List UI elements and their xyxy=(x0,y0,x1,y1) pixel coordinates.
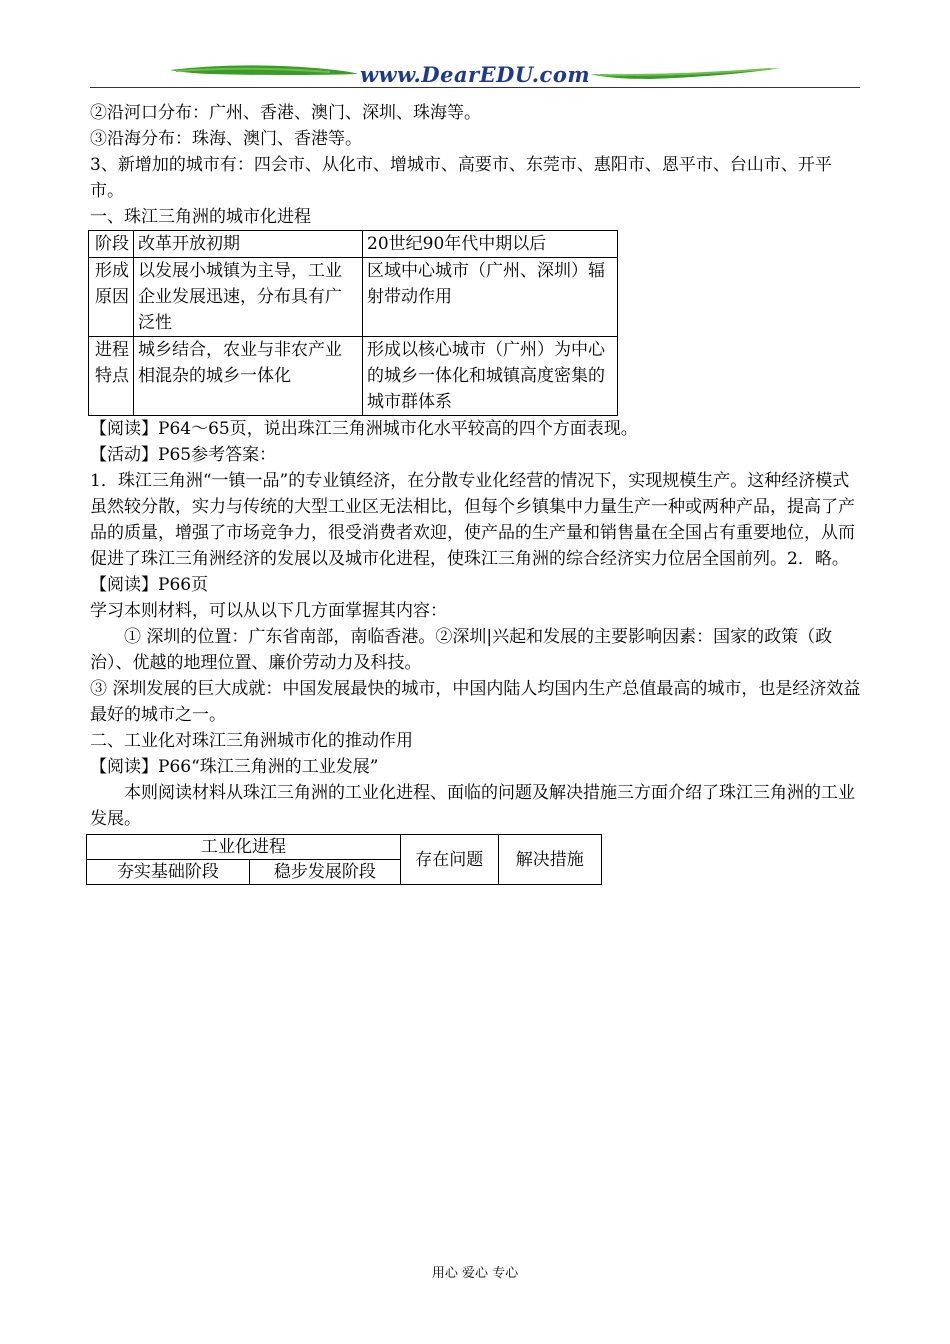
text-line: 3、新增加的城市有：四会市、从化市、增城市、高要市、东莞市、惠阳市、恩平市、台山市、开平市。 xyxy=(90,155,832,201)
table-row xyxy=(89,231,618,258)
paragraph: 1．珠江三角洲“一镇一品”的专业镇经济，在分散专业化经营的情况下，实现规模生产。这种经济模式虽然较分散，实力与传统的大型工业区无法相比，但每个乡镇集中力量生产一种或两种产品，提高了产品的质量，增强了市场竞争力，很受消费者欢迎，使产品的生产量和销售量在全国占有重要地位，从而促进了珠江三角洲经济的发展以及城市化进程，使珠江三角洲的综合经济实力位居全国前列。2．略。 xyxy=(90,471,855,569)
urbanization-process-table xyxy=(88,230,618,416)
table-cell: 城乡结合，农业与非农产业相混杂的城乡一体化 xyxy=(134,337,363,416)
table-header-cell: 解决措施 xyxy=(498,835,601,885)
text-line: 【活动】P65参考答案： xyxy=(90,445,277,465)
paragraph: ③ 深圳发展的巨大成就：中国发展最快的城市，中国内陆人均国内生产总值最高的城市，也是经济效益最好的城市之一。 xyxy=(90,679,861,725)
table-cell: 稳步发展阶段 xyxy=(249,860,400,885)
table-row xyxy=(89,258,618,337)
table-cell: 区域中心城市（广州、深圳）辐射带动作用 xyxy=(363,258,618,337)
text-line: 【阅读】P66“珠江三角洲的工业发展” xyxy=(90,757,379,777)
table-header-cell: 工业化进程 xyxy=(87,835,401,860)
site-url[interactable]: www.DearEDU.com xyxy=(359,62,591,87)
table-header-cell: 存在问题 xyxy=(400,835,498,885)
table-cell: 夯实基础阶段 xyxy=(87,860,250,885)
table-cell: 改革开放初期 xyxy=(134,231,363,258)
text-line: 【阅读】P66页 xyxy=(90,575,209,595)
table-header-cell: 进程特点 xyxy=(89,337,134,416)
industrial-development-table xyxy=(86,834,602,885)
header-divider xyxy=(90,87,860,88)
text-line: ②沿河口分布：广州、香港、澳门、深圳、珠海等。 xyxy=(90,103,481,123)
paragraph: 本则阅读材料从珠江三角洲的工业化进程、面临的问题及解决措施三方面介绍了珠江三角洲的工业发展。 xyxy=(90,783,855,829)
text-line: 学习本则材料，可以从以下几方面掌握其内容： xyxy=(90,601,447,621)
table-header-cell: 形成原因 xyxy=(89,258,134,337)
site-header-banner xyxy=(90,58,860,90)
document-body xyxy=(90,100,862,885)
table-header-cell: 阶段 xyxy=(89,231,134,258)
page-footer: 用心 爱心 专心 xyxy=(431,1266,519,1281)
table-row xyxy=(87,835,602,860)
table-cell: 形成以核心城市（广州）为中心的城乡一体化和城镇高度密集的城市群体系 xyxy=(363,337,618,416)
section-heading: 一、珠江三角洲的城市化进程 xyxy=(90,207,311,227)
section-heading: 二、工业化对珠江三角洲城市化的推动作用 xyxy=(90,731,413,751)
paragraph: ① 深圳的位置：广东省南部，南临香港。②深圳|兴起和发展的主要影响因素：国家的政策（政治）、优越的地理位置、廉价劳动力及科技。 xyxy=(90,627,833,673)
table-cell: 20世纪90年代中期以后 xyxy=(363,231,618,258)
table-row xyxy=(89,337,618,416)
text-line: ③沿海分布：珠海、澳门、香港等。 xyxy=(90,129,362,149)
text-line: 【阅读】P64～65页，说出珠江三角洲城市化水平较高的四个方面表现。 xyxy=(90,419,638,439)
table-cell: 以发展小城镇为主导，工业企业发展迅速，分布具有广泛性 xyxy=(134,258,363,337)
